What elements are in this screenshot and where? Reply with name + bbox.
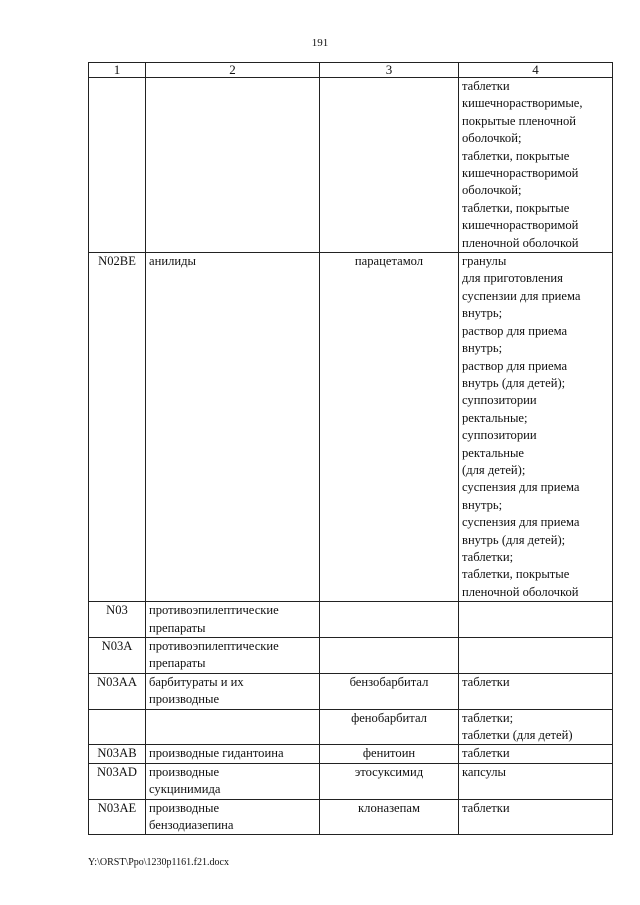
dosage-form-line: внутрь (для детей); (462, 375, 566, 390)
dosage-form-line: внутрь; (462, 306, 503, 321)
group-name-cell (146, 709, 320, 745)
dosage-form-line: таблетки (462, 674, 510, 689)
dosage-form-line: кишечнорастворимые, (462, 96, 583, 111)
dosage-form-line: капсулы (462, 764, 507, 779)
table-row (89, 763, 613, 799)
group-name-cell (146, 638, 320, 674)
group-name-cell (146, 253, 320, 602)
dosage-form-line: таблетки (462, 746, 510, 761)
substance-cell (320, 638, 459, 674)
group-name-line: сукцинимида (149, 782, 221, 797)
dosage-form-line: кишечнорастворимой (462, 218, 579, 233)
dosage-form-line: внутрь; (462, 341, 503, 356)
table-row (89, 78, 613, 253)
substance-cell: парацетамол (320, 253, 459, 602)
atc-code-cell: N03AD (89, 763, 146, 799)
substance-cell: бензобарбитал (320, 673, 459, 709)
header-col-2: 2 (146, 63, 320, 78)
substance-cell: фенобарбитал (320, 709, 459, 745)
table-row (89, 799, 613, 835)
dosage-form-line: суппозитории (462, 393, 537, 408)
dosage-form-line: ректальные; (462, 410, 528, 425)
dosage-form-cell (459, 799, 613, 835)
group-name-line: препараты (149, 656, 206, 671)
group-name-line: производные (149, 800, 220, 815)
atc-code-cell: N03A (89, 638, 146, 674)
table-header-row (89, 63, 613, 78)
table-row (89, 602, 613, 638)
group-name-cell (146, 78, 320, 253)
substance-cell: фенитоин (320, 745, 459, 763)
atc-code-cell: N03 (89, 602, 146, 638)
dosage-form-cell (459, 253, 613, 602)
dosage-form-line: суппозитории (462, 428, 537, 443)
dosage-form-cell (459, 602, 613, 638)
dosage-form-cell (459, 745, 613, 763)
dosage-form-line: суспензии для приема (462, 288, 581, 303)
table-row (89, 253, 613, 602)
header-col-3: 3 (320, 63, 459, 78)
footer-file-path: Y:\ORST\Ppo\1230p1161.f21.docx (88, 857, 229, 868)
group-name-line: противоэпилептические (149, 603, 279, 618)
dosage-form-line: внутрь; (462, 497, 503, 512)
header-col-4: 4 (459, 63, 613, 78)
dosage-form-line: внутрь (для детей); (462, 532, 566, 547)
dosage-form-line: суспензия для приема (462, 515, 580, 530)
table-body (89, 63, 613, 835)
dosage-form-line: таблетки (для детей) (462, 728, 573, 743)
dosage-form-line: таблетки; (462, 710, 514, 725)
group-name-line: производные гидантоина (149, 746, 284, 761)
group-name-cell (146, 763, 320, 799)
dosage-form-cell (459, 763, 613, 799)
atc-code-cell (89, 78, 146, 253)
dosage-form-line: пленочной оболочкой (462, 235, 579, 250)
dosage-form-line: покрытые пленочной (462, 113, 577, 128)
dosage-form-line: таблетки, покрытые (462, 200, 570, 215)
dosage-form-line: таблетки; (462, 549, 514, 564)
dosage-form-cell (459, 78, 613, 253)
group-name-line: барбитураты и их (149, 674, 244, 689)
table-row (89, 638, 613, 674)
group-name-line: противоэпилептические (149, 639, 279, 653)
group-name-line: производные (149, 764, 220, 779)
dosage-form-line: оболочкой; (462, 131, 522, 146)
dosage-form-line: раствор для приема (462, 323, 568, 338)
medication-table (88, 62, 613, 835)
dosage-form-line: кишечнорастворимой (462, 166, 579, 181)
substance-cell (320, 78, 459, 253)
page-number: 191 (311, 37, 329, 49)
dosage-form-line: таблетки (462, 800, 510, 815)
dosage-form-line: (для детей); (462, 462, 526, 477)
dosage-form-line: гранулы (462, 254, 507, 269)
substance-cell: клоназепам (320, 799, 459, 835)
group-name-line: бензодиазепина (149, 818, 234, 833)
table-row (89, 709, 613, 745)
group-name-line: анилиды (149, 254, 196, 269)
atc-code-cell: N03AB (89, 745, 146, 763)
dosage-form-line: таблетки, покрытые (462, 148, 570, 163)
dosage-form-line: пленочной оболочкой (462, 584, 579, 599)
atc-code-cell (89, 709, 146, 745)
group-name-cell (146, 799, 320, 835)
dosage-form-line: раствор для приема (462, 358, 568, 373)
substance-cell (320, 602, 459, 638)
dosage-form-line: таблетки (462, 79, 510, 93)
group-name-cell (146, 673, 320, 709)
group-name-line: препараты (149, 620, 206, 635)
atc-code-cell: N02BE (89, 253, 146, 602)
dosage-form-cell (459, 673, 613, 709)
group-name-cell (146, 602, 320, 638)
dosage-form-line: суспензия для приема (462, 480, 580, 495)
dosage-form-cell (459, 709, 613, 745)
dosage-form-line: таблетки, покрытые (462, 567, 570, 582)
dosage-form-cell (459, 638, 613, 674)
group-name-line: производные (149, 692, 220, 707)
table-row (89, 673, 613, 709)
atc-code-cell: N03AE (89, 799, 146, 835)
dosage-form-line: ректальные (462, 445, 525, 460)
group-name-cell (146, 745, 320, 763)
table-row (89, 745, 613, 763)
dosage-form-line: оболочкой; (462, 183, 522, 198)
dosage-form-line: для приготовления (462, 271, 563, 286)
substance-cell: этосуксимид (320, 763, 459, 799)
atc-code-cell: N03AA (89, 673, 146, 709)
header-col-1: 1 (89, 63, 146, 78)
